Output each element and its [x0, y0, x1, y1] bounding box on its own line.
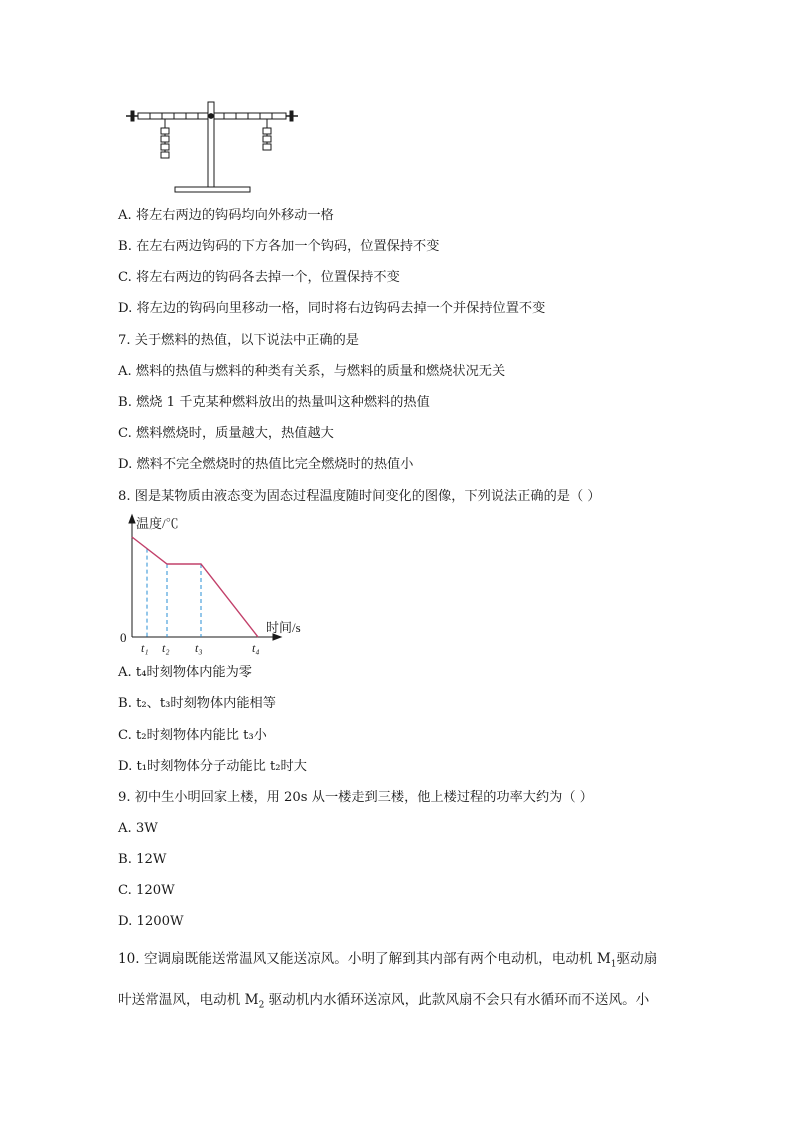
- y-axis-label: 温度/℃: [136, 516, 179, 531]
- tick-label-t2: t₂: [162, 641, 170, 655]
- q6-option-b: B. 在左右两边钩码的下方各加一个钩码，位置保持不变: [118, 239, 440, 254]
- q10-line-2-text-b: 驱动机内水循环送凉风，此款风扇不会只有水循环而不送风。小: [264, 992, 650, 1008]
- q7-option-c: C. 燃料燃烧时，质量越大，热值越大: [118, 426, 334, 441]
- tick-label-t1: t₁: [141, 641, 149, 655]
- q6-option-a: A. 将左右两边的钩码均向外移动一格: [118, 208, 334, 223]
- x-axis-label: 时间/s: [266, 620, 301, 635]
- q9-option-a: A. 3W: [118, 821, 158, 836]
- q8-option-c: C. t₂时刻物体内能比 t₃小: [118, 728, 267, 743]
- q8-option-a: A. t₄时刻物体内能为零: [118, 665, 252, 680]
- q7-stem: 7. 关于燃料的热值，以下说法中正确的是: [118, 333, 359, 348]
- lever-balance-figure: [120, 98, 305, 196]
- q6-option-c: C. 将左右两边的钩码各去掉一个，位置保持不变: [118, 270, 400, 285]
- q10-line-1-subscript: 1: [610, 959, 617, 970]
- q10-line-2: [118, 991, 649, 1015]
- q9-stem: 9. 初中生小明回家上楼，用 20s 从一楼走到三楼，他上楼过程的功率大约为（ ）: [118, 790, 593, 805]
- q10-line-1-text-b: 驱动扇: [616, 951, 658, 967]
- q9-option-d: D. 1200W: [118, 914, 184, 929]
- temperature-time-chart: [118, 512, 318, 657]
- tick-label-t3: t₃: [195, 641, 203, 655]
- q10-line-1: [118, 950, 657, 974]
- q10-line-2-subscript: 2: [258, 1000, 265, 1011]
- origin-label: 0: [120, 630, 127, 645]
- q8-option-b: B. t₂、t₃时刻物体内能相等: [118, 696, 276, 711]
- series-line: [132, 537, 258, 637]
- q8-stem: 8. 图是某物质由液态变为固态过程温度随时间变化的图像，下列说法正确的是（ ）: [118, 489, 601, 504]
- q6-option-d: D. 将左边的钩码向里移动一格，同时将右边钩码去掉一个并保持位置不变: [118, 301, 546, 316]
- tick-label-t4: t₄: [252, 641, 260, 655]
- q10-line-1-text-a: 10. 空调扇既能送常温风又能送凉风。小明了解到其内部有两个电动机，电动机 M: [118, 951, 611, 967]
- q9-option-c: C. 120W: [118, 883, 175, 898]
- q7-option-a: A. 燃料的热值与燃料的种类有关系，与燃料的质量和燃烧状况无关: [118, 364, 506, 379]
- y-axis-arrow: [129, 515, 135, 523]
- q8-option-d: D. t₁时刻物体分子动能比 t₂时大: [118, 759, 307, 774]
- q7-option-b: B. 燃烧 1 千克某种燃料放出的热量叫这种燃料的热值: [118, 395, 430, 410]
- q10-line-2-text-a: 叶送常温风，电动机 M: [118, 992, 259, 1008]
- q7-option-d: D. 燃料不完全燃烧时的热值比完全燃烧时的热值小: [118, 457, 414, 472]
- q9-option-b: B. 12W: [118, 852, 167, 867]
